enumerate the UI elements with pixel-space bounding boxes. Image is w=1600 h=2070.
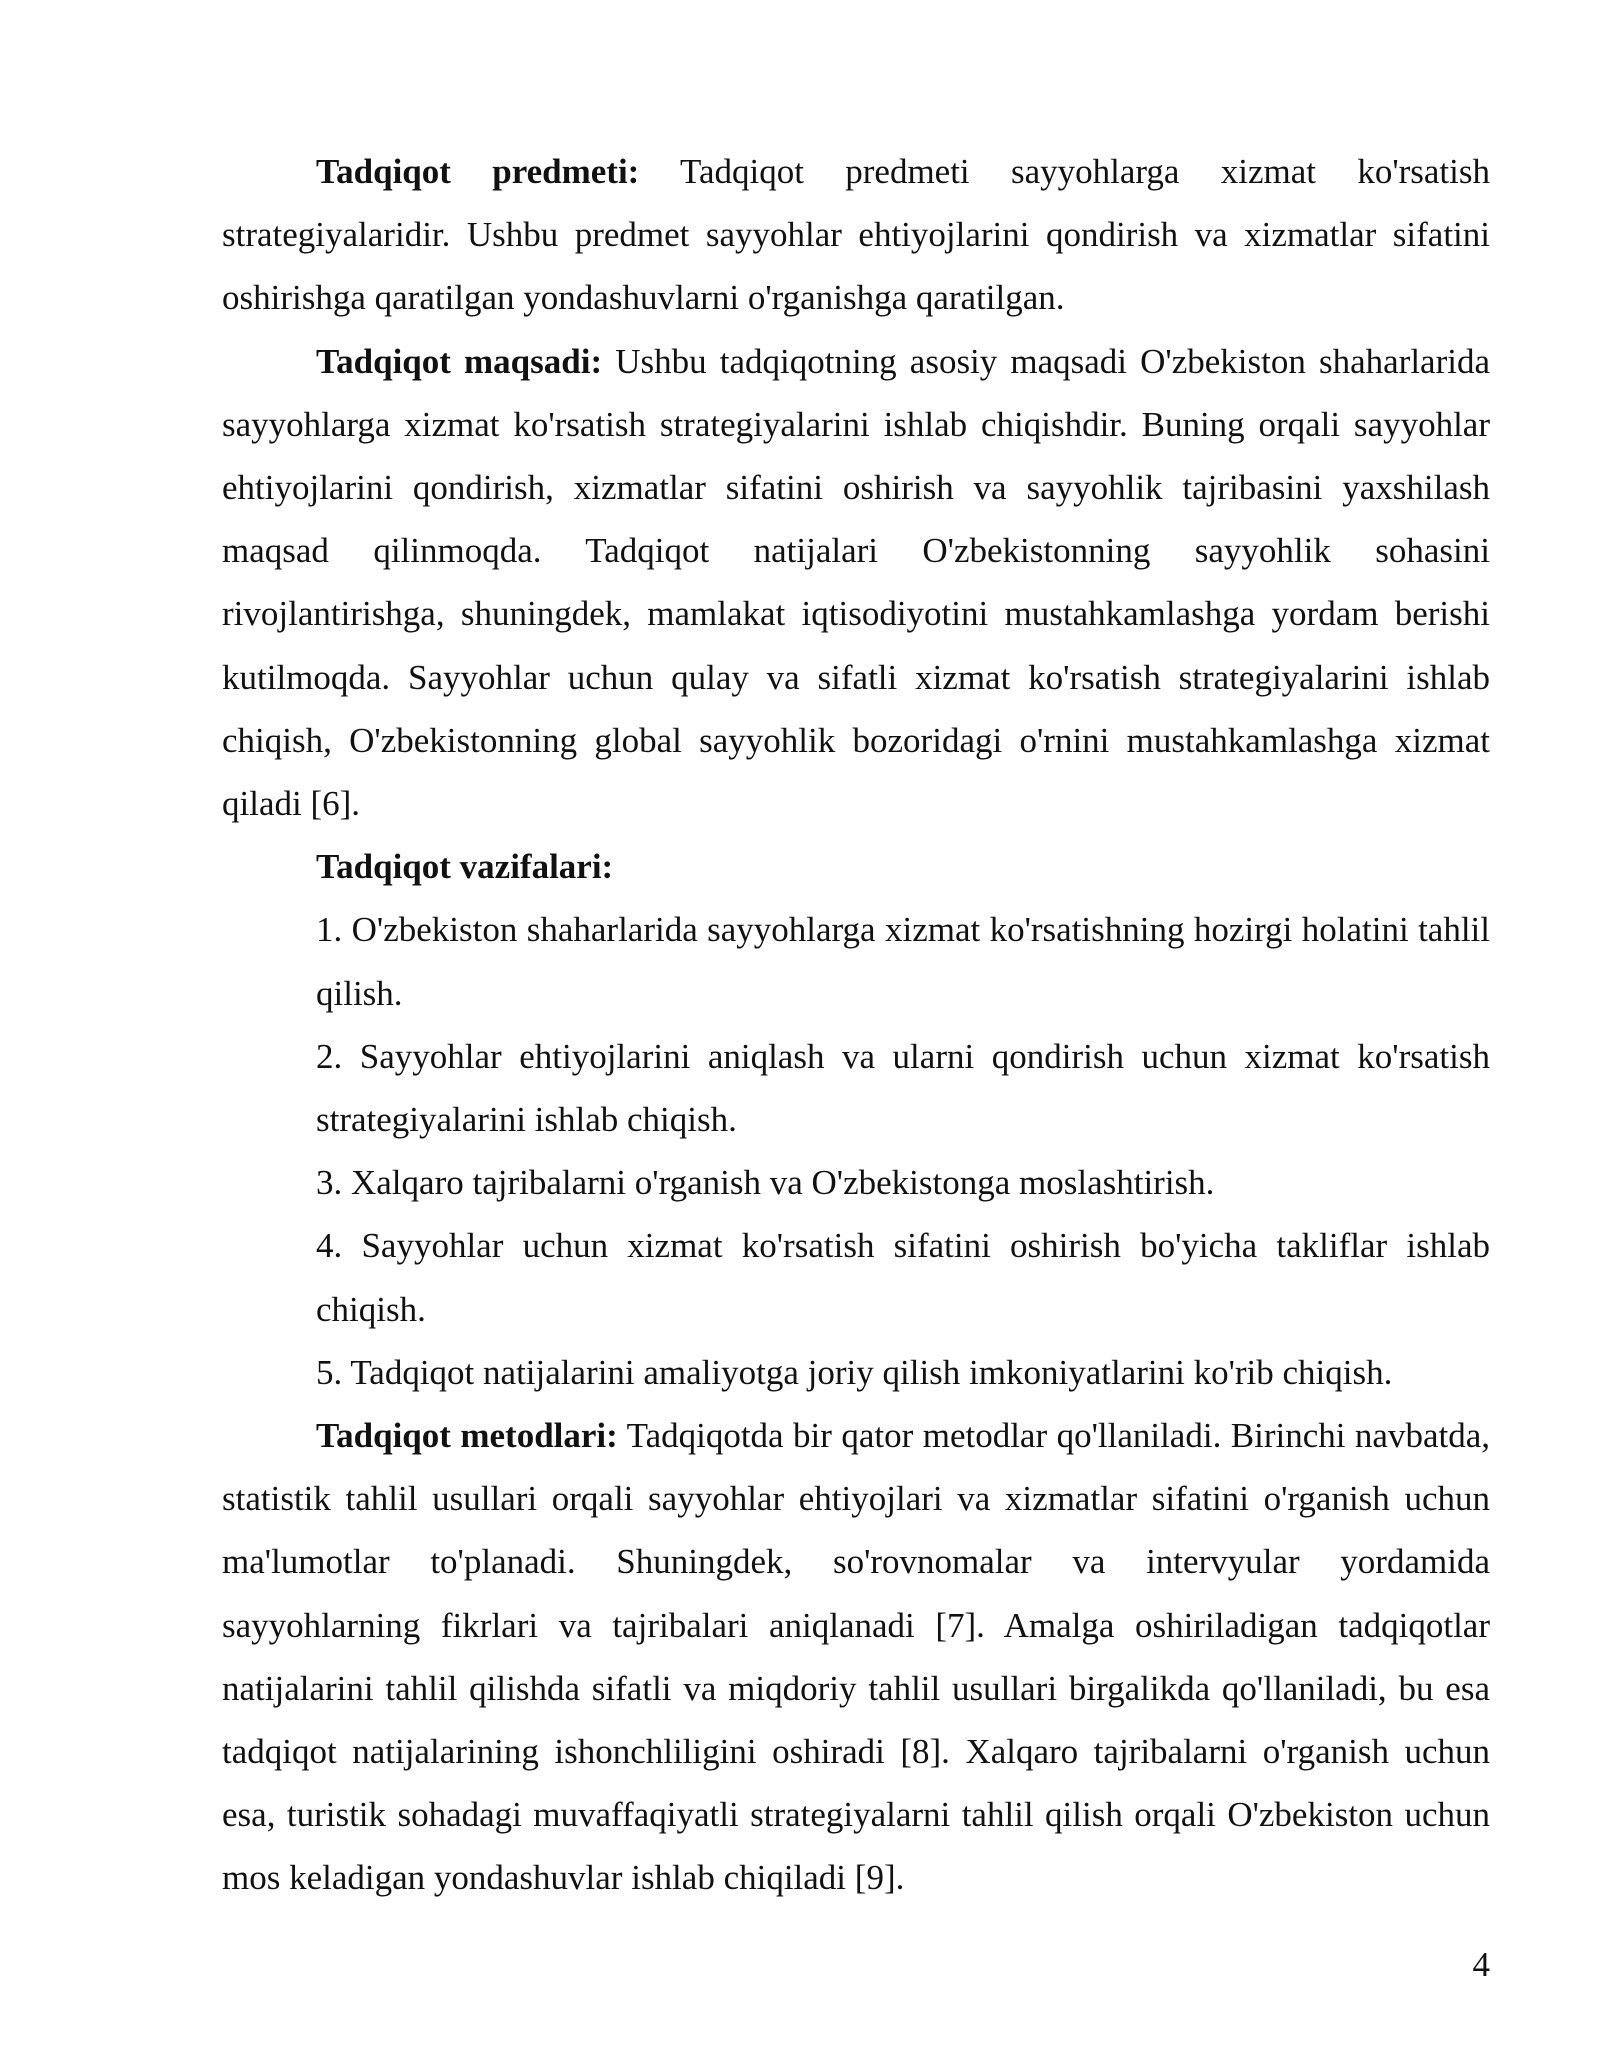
subject-heading: Tadqiqot predmeti: (316, 152, 640, 191)
task-item-5: 5. Tadqiqot natijalarini amaliyotga joriy qilish imkoniyatlarini ko'rib chiqish. (316, 1352, 1393, 1392)
task-item-3: 3. Xalqaro tajribalarni o'rganish va O'zbekistonga moslashtirish. (316, 1163, 1215, 1203)
task-item-4: 4. Sayyohlar uchun xizmat ko'rsatish sifatini oshirish bo'yicha takliflar ishlab chiqish. (316, 1226, 1490, 1329)
methods-heading: Tadqiqot metodlari: (316, 1416, 618, 1456)
task-item-1: 1. O'zbekiston shaharlarida sayyohlarga xizmat ko'rsatishning hozirgi holatini tahlil qilish. (316, 910, 1490, 1013)
goal-heading: Tadqiqot maqsadi: (316, 341, 603, 381)
goal-text: Ushbu tadqiqotning asosiy maqsadi O'zbekiston shaharlarida sayyohlarga xizmat ko'rsatish strategiyalarini ishlab chiqishdir. Buning orqali sayyohlar ehtiyojlarini qondirish, xizmatlar sifatini oshirish va sayyohlik tajribasini yaxshilash maqsad qilinmoqda. Tadqiqot natijalari O'zbekistonning sayyohlik sohasini rivojlantirishga, shuningdek, mamlakat iqtisodiyotini mustahkamlashga yordam berishi kutilmoqda. Sayyohlar uchun qulay va sifatli xizmat ko'rsatish strategiyalarini ishlab chiqish, O'zbekistonning global sayyohlik bozoridagi o'rnini mustahkamlashga xizmat qiladi [6]. (222, 341, 1490, 824)
document-body (222, 140, 1490, 1910)
page-number: 4 (1472, 1945, 1490, 1984)
paragraph-goal (222, 330, 1490, 836)
paragraph-subject (222, 140, 1490, 330)
paragraph-methods (222, 1404, 1490, 1910)
methods-text: Tadqiqotda bir qator metodlar qo'llaniladi. Birinchi navbatda, statistik tahlil usullari orqali sayyohlar ehtiyojlari va xizmatlar sifatini o'rganish uchun ma'lumotlar to'planadi. Shuningdek, so'rovnomalar va intervyular yordamida sayyohlarning fikrlari va tajribalari aniqlanadi [7]. Amalga oshiriladigan tadqiqotlar natijalarini tahlil qilishda sifatli va miqdoriy tahlil usullari birgalikda qo'llaniladi, bu esa tadqiqot natijalarining ishonchliligini oshiradi [8]. Xalqaro tajribalarni o'rganish uchun esa, turistik sohadagi muvaffaqiyatli strategiyalarni tahlil qilish orqali O'zbekiston uchun mos keladigan yondashuvlar ishlab chiqiladi [9]. (222, 1416, 1490, 1898)
task-item-2: 2. Sayyohlar ehtiyojlarini aniqlash va ularni qondirish uchun xizmat ko'rsatish strategiyalarini ishlab chiqish. (316, 1036, 1490, 1140)
tasks-heading: Tadqiqot vazifalari: (316, 847, 614, 887)
subject-text: Tadqiqot predmeti sayyohlarga xizmat ko'rsatish strategiyalaridir. Ushbu predmet sayyohlar ehtiyojlarini qondirish va xizmatlar sifatini oshirishga qaratilgan yondashuvlarni o'rganishga qaratilgan. (222, 152, 1491, 318)
